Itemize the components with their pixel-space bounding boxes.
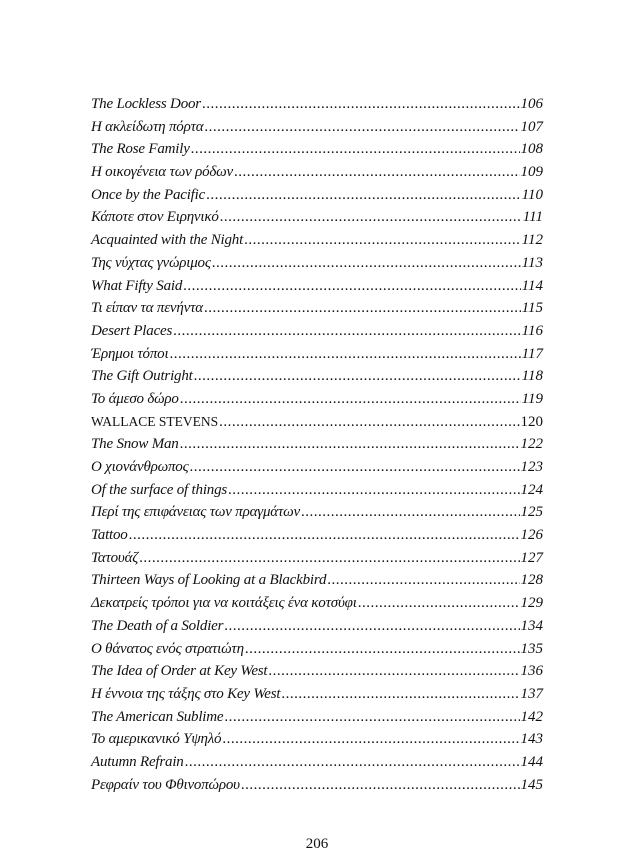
toc-entry-title: Το αμερικανικό Υψηλό: [91, 731, 222, 748]
toc-entry-title: Ρεφραίν του Φθινοπώρου: [91, 776, 240, 793]
toc-dot-leader: [204, 116, 519, 139]
toc-entry: [91, 184, 543, 207]
toc-entry-page: 110: [521, 186, 543, 203]
toc-dot-leader: [185, 751, 520, 774]
toc-entry-page: 113: [521, 254, 543, 271]
toc-entry: [91, 479, 543, 502]
toc-entry-title: Of the surface of things: [91, 481, 228, 498]
toc-entry: [91, 138, 543, 161]
toc-entry-page: 107: [520, 118, 543, 135]
toc-entry-title: Acquainted with the Night: [91, 232, 244, 249]
toc-entry-title: The Idea of Order at Key West: [91, 663, 268, 680]
toc-entry-title: Η ακλείδωτη πόρτα: [91, 118, 204, 135]
toc-entry-title: Ο χιονάνθρωπος: [91, 459, 189, 475]
toc-entry-page: 118: [521, 368, 543, 385]
toc-entry-page: 145: [520, 776, 543, 793]
toc-dot-leader: [281, 683, 519, 706]
toc-entry-title: Δεκατρείς τρόποι για να κοιτάξεις ένα κοτσύφι: [91, 595, 357, 612]
toc-entry-page: 106: [520, 96, 543, 112]
toc-entry: [91, 343, 543, 366]
toc-dot-leader: [180, 433, 520, 456]
toc-dot-leader: [173, 320, 520, 343]
toc-dot-leader: [129, 524, 520, 547]
toc-entry-title: Το άμεσο δώρο: [91, 390, 179, 407]
toc-entry-title: The Lockless Door: [91, 96, 201, 112]
toc-dot-leader: [220, 206, 522, 229]
toc-dot-leader: [241, 774, 520, 797]
toc-entry-page: 135: [520, 640, 543, 657]
toc-entry: [91, 388, 543, 411]
toc-entry-title: The Gift Outright: [91, 368, 193, 385]
toc-entry: [91, 501, 543, 524]
toc-dot-leader: [245, 638, 520, 661]
toc-dot-leader: [358, 592, 520, 615]
toc-entry-title: Τατουάζ: [91, 549, 139, 566]
toc-entry-page: 128: [520, 572, 543, 589]
toc-entry-page: 127: [520, 549, 543, 566]
toc-entry-page: 124: [520, 481, 543, 498]
toc-entry: [91, 206, 543, 229]
toc-entry: [91, 547, 543, 570]
toc-dot-leader: [219, 411, 519, 434]
toc-entry: [91, 615, 543, 638]
toc-entry-page: 142: [520, 708, 543, 725]
toc-entry-title: The American Sublime: [91, 708, 224, 725]
toc-entry: [91, 365, 543, 388]
toc-entry-page: 123: [520, 459, 543, 475]
toc-dot-leader: [139, 547, 519, 570]
toc-entry: [91, 433, 543, 456]
toc-entry-title: Η οικογένεια των ρόδων: [91, 164, 234, 181]
toc-entry-title: The Death of a Soldier: [91, 617, 224, 634]
toc-dot-leader: [212, 252, 521, 275]
toc-author-heading: WALLACE STEVENS: [91, 413, 219, 429]
toc-dot-leader: [169, 343, 520, 366]
toc-entry-page: 129: [520, 595, 543, 612]
toc-entry-title: Της νύχτας γνώριμος: [91, 254, 211, 271]
toc-entry: [91, 592, 543, 615]
table-of-contents: [91, 93, 543, 796]
toc-entry: [91, 116, 543, 139]
toc-entry-page: 126: [520, 527, 543, 544]
toc-entry-title: Autumn Refrain: [91, 753, 184, 770]
toc-entry-page: 115: [521, 300, 543, 317]
toc-entry: [91, 297, 543, 320]
toc-entry-page: 117: [521, 345, 543, 362]
toc-entry-page: 114: [521, 277, 543, 294]
toc-entry: [91, 569, 543, 592]
toc-dot-leader: [194, 365, 521, 388]
toc-entry: [91, 275, 543, 298]
toc-entry: [91, 161, 543, 184]
toc-entry: [91, 706, 543, 729]
toc-entry: [91, 320, 543, 343]
toc-dot-leader: [327, 569, 519, 592]
toc-entry: [91, 683, 543, 706]
toc-dot-leader: [268, 660, 519, 683]
toc-dot-leader: [224, 706, 519, 729]
toc-entry: [91, 774, 543, 797]
toc-entry: [91, 524, 543, 547]
toc-entry-page: 112: [521, 232, 543, 249]
toc-entry-page: 108: [520, 141, 543, 158]
toc-dot-leader: [183, 275, 520, 298]
toc-dot-leader: [206, 184, 521, 207]
toc-entry-title: Thirteen Ways of Looking at a Blackbird: [91, 572, 327, 589]
toc-entry-page: 109: [520, 164, 543, 181]
toc-entry-page: 136: [520, 663, 543, 680]
toc-entry: [91, 728, 543, 751]
toc-entry-title: Ο θάνατος ενός στρατιώτη: [91, 640, 244, 657]
toc-entry-page: 125: [520, 504, 543, 521]
toc-entry-page: 119: [521, 390, 543, 407]
toc-entry-title: The Snow Man: [91, 436, 179, 453]
toc-entry-author: [91, 411, 543, 434]
page-number: 206: [305, 836, 329, 852]
toc-entry: [91, 252, 543, 275]
toc-entry-title: Κάποτε στον Ειρηνικό: [91, 209, 219, 226]
toc-entry: [91, 93, 543, 116]
toc-entry-title: Έρημοι τόποι: [91, 345, 169, 362]
toc-entry-title: Τι είπαν τα πενήντα: [91, 300, 203, 317]
toc-entry-page: 144: [520, 753, 543, 770]
toc-dot-leader: [224, 615, 519, 638]
toc-dot-leader: [202, 93, 520, 116]
toc-entry-page: 134: [520, 617, 543, 634]
toc-entry-page: 111: [522, 209, 543, 226]
toc-dot-leader: [234, 161, 519, 184]
toc-entry-page: 116: [521, 322, 543, 339]
toc-entry-title: Tattoo: [91, 527, 128, 544]
toc-entry-page: 137: [520, 685, 543, 702]
toc-entry: [91, 456, 543, 479]
toc-dot-leader: [301, 501, 519, 524]
toc-entry-title: Desert Places: [91, 322, 173, 339]
toc-dot-leader: [204, 297, 521, 320]
toc-dot-leader: [244, 229, 521, 252]
toc-entry-page: 120: [520, 413, 543, 430]
toc-entry: [91, 751, 543, 774]
toc-dot-leader: [191, 138, 520, 161]
toc-entry: [91, 638, 543, 661]
toc-entry-title: Περί της επιφάνειας των πραγμάτων: [91, 504, 301, 521]
toc-dot-leader: [222, 728, 519, 751]
toc-entry: [91, 660, 543, 683]
toc-entry: [91, 229, 543, 252]
toc-entry-page: 122: [520, 436, 543, 453]
toc-dot-leader: [228, 479, 519, 502]
toc-dot-leader: [180, 388, 521, 411]
toc-entry-page: 143: [520, 731, 543, 748]
toc-entry-title: What Fifty Said: [91, 277, 183, 294]
toc-entry-title: The Rose Family: [91, 141, 190, 158]
toc-dot-leader: [190, 456, 520, 479]
toc-entry-title: Once by the Pacific: [91, 186, 206, 203]
toc-entry-title: Η έννοια της τάξης στο Key West: [91, 685, 281, 702]
